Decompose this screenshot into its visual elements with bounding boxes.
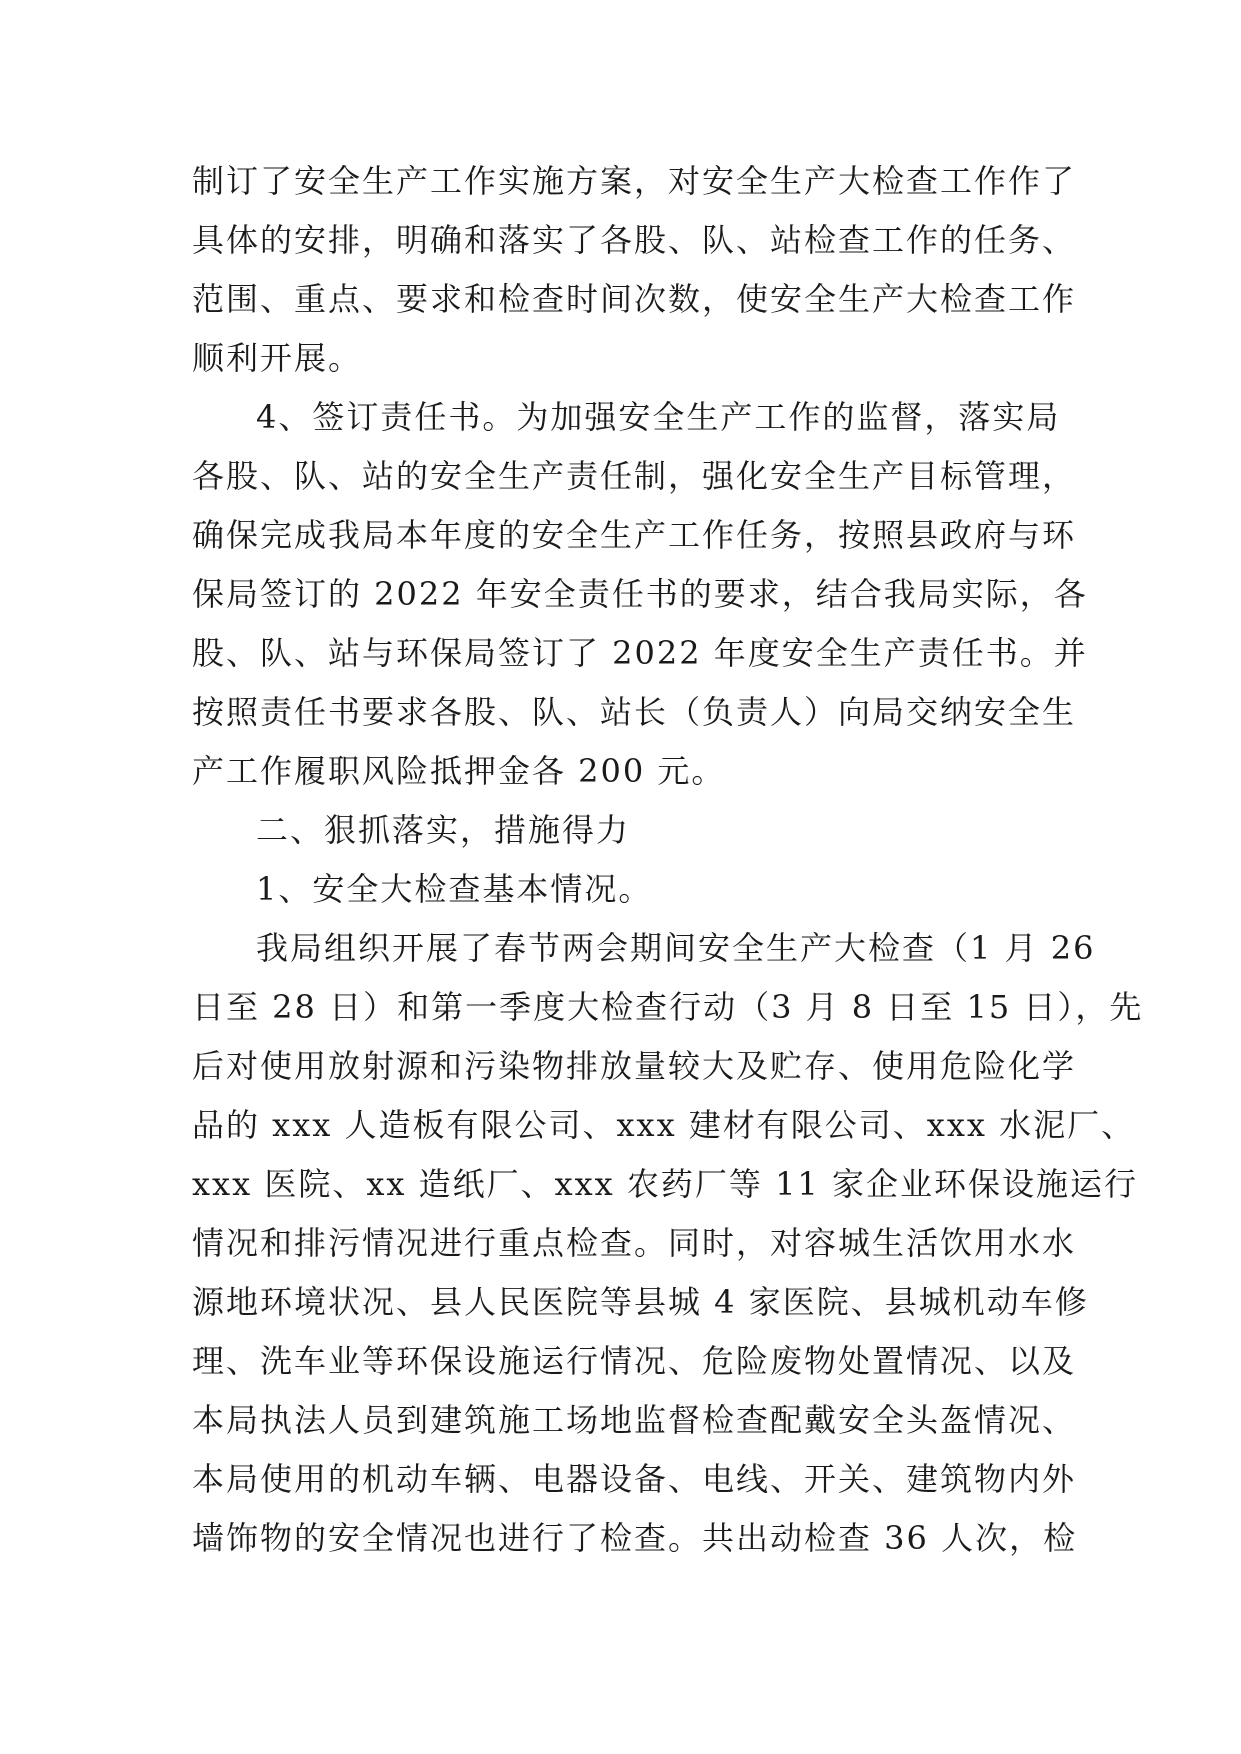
paragraph-start-line: 我局组织开展了春节两会期间安全生产大检查（1 月 26 <box>256 929 1096 967</box>
text-line: 按照责任书要求各股、队、站长（负责人）向局交纳安全生 <box>192 693 1077 731</box>
text-line: 顺利开展。 <box>192 339 363 377</box>
document-body <box>192 152 1144 1568</box>
subsection-heading: 1、安全大检查基本情况。 <box>256 870 653 908</box>
section-heading: 二、狠抓落实，措施得力 <box>256 811 631 849</box>
text-line: 品的 xxx 人造板有限公司、xxx 建材有限公司、xxx 水泥厂、 <box>192 1106 1136 1144</box>
text-line: 保局签订的 2022 年安全责任书的要求，结合我局实际，各 <box>192 575 1088 613</box>
text-line: 本局执法人员到建筑施工场地监督检查配戴安全头盔情况、 <box>192 1401 1077 1439</box>
text-line: 产工作履职风险抵押金各 200 元。 <box>192 752 726 790</box>
text-line: 后对使用放射源和污染物排放量较大及贮存、使用危险化学 <box>192 1047 1077 1085</box>
text-line: 各股、队、站的安全生产责任制，强化安全生产目标管理， <box>192 457 1077 495</box>
text-line: 墙饰物的安全情况也进行了检查。共出动检查 36 人次，检 <box>192 1519 1078 1557</box>
text-line: 源地环境状况、县人民医院等县城 4 家医院、县城机动车修 <box>192 1283 1089 1321</box>
text-line: xxx 医院、xx 造纸厂、xxx 农药厂等 11 家企业环保设施运行 <box>192 1165 1138 1203</box>
text-line: 情况和排污情况进行重点检查。同时，对容城生活饮用水水 <box>192 1224 1077 1262</box>
text-line: 范围、重点、要求和检查时间次数，使安全生产大检查工作 <box>192 280 1077 318</box>
text-line: 日至 28 日）和第一季度大检查行动（3 月 8 日至 15 日），先 <box>192 988 1144 1026</box>
paragraph-start-line: 4、签订责任书。为加强安全生产工作的监督，落实局 <box>256 398 1061 436</box>
text-line: 确保完成我局本年度的安全生产工作任务，按照县政府与环 <box>192 516 1077 554</box>
text-line: 具体的安排，明确和落实了各股、队、站检查工作的任务、 <box>192 221 1077 259</box>
text-line: 理、洗车业等环保设施运行情况、危险废物处置情况、以及 <box>192 1342 1077 1380</box>
text-line: 本局使用的机动车辆、电器设备、电线、开关、建筑物内外 <box>192 1460 1077 1498</box>
text-line: 股、队、站与环保局签订了 2022 年度安全生产责任书。并 <box>192 634 1088 672</box>
text-line: 制订了安全生产工作实施方案，对安全生产大检查工作作了 <box>192 162 1077 200</box>
